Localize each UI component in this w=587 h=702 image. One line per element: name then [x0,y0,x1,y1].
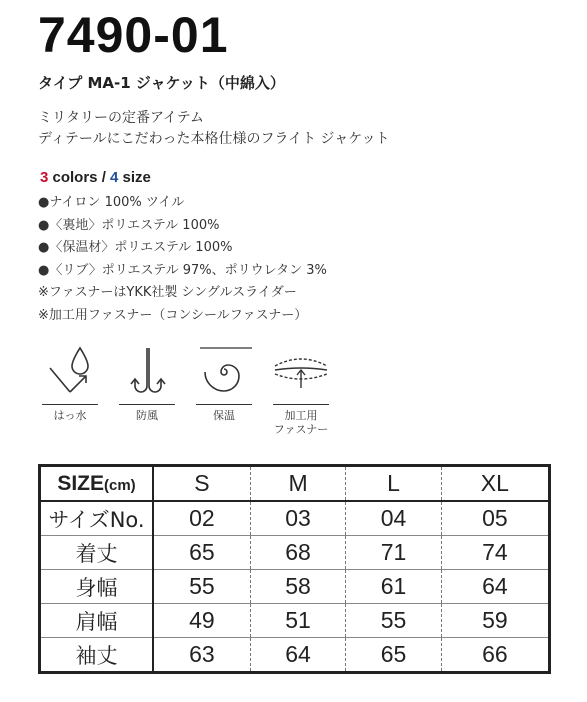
table-cell: 58 [250,570,345,604]
spec-item: ●〈リブ〉ポリエステル 97%、ポリウレタン 3% [38,262,327,278]
feature-label-line: 加工用 [284,409,318,422]
table-cell: 65 [153,536,250,570]
spec-item: ●ナイロン 100% ツイル [38,195,185,210]
feature-label: 防風 [136,409,158,422]
row-label: 着丈 [40,536,154,570]
zipper-icon [271,344,331,400]
size-word: size [118,169,151,186]
table-cell: 74 [441,536,549,570]
size-column-header: XL [441,466,549,502]
table-cell: 59 [441,604,549,638]
size-unit: (cm) [104,476,136,494]
spec-item: ●〈裏地〉ポリエステル 100% [38,217,220,233]
water-repellent-icon [42,344,98,400]
feature-windproof [107,344,187,423]
description-line: ミリタリーの定番アイテム [38,110,205,126]
row-label: 袖丈 [40,638,154,673]
colors-sizes-line [40,169,151,186]
table-cell: 04 [346,501,441,536]
color-count: 3 [40,169,49,186]
feature-label-line: ファスナー [273,423,329,436]
size-label: SIZE [57,471,104,495]
table-cell: 55 [346,604,441,638]
spec-item: ※加工用ファスナー（コンシールファスナー） [38,307,308,323]
feature-heat-retention [184,344,264,423]
product-description [38,108,390,150]
table-row [40,536,550,570]
table-cell: 68 [250,536,345,570]
feature-water-repellent [30,344,110,423]
size-header-label [40,466,154,502]
windproof-icon [119,344,175,400]
table-cell: 63 [153,638,250,673]
row-label: 身幅 [40,570,154,604]
table-cell: 02 [153,501,250,536]
size-column-header: L [346,466,441,502]
table-row [40,638,550,673]
spec-item: ●〈保温材〉ポリエステル 100% [38,240,233,255]
table-row [40,501,550,536]
colors-word: colors / [48,169,111,186]
row-label: サイズNo. [40,501,154,536]
feature-label: はっ水 [53,409,87,422]
size-header-row [40,466,550,502]
table-cell: 03 [250,501,345,536]
table-row [40,570,550,604]
product-type: タイプ MA-1 ジャケット（中綿入） [38,74,285,92]
description-line: ディテールにこだわった本格仕様のフライト ジャケット [38,131,390,147]
table-cell: 71 [346,536,441,570]
table-cell: 64 [441,570,549,604]
feature-label [261,409,341,437]
heat-retention-icon [196,344,252,400]
table-cell: 64 [250,638,345,673]
table-cell: 05 [441,501,549,536]
size-count: 4 [110,169,119,186]
table-cell: 61 [346,570,441,604]
row-label: 肩幅 [40,604,154,638]
table-cell: 65 [346,638,441,673]
model-number: 7490-01 [38,7,229,63]
size-table [38,464,551,674]
table-row [40,604,550,638]
table-cell: 55 [153,570,250,604]
table-cell: 66 [441,638,549,673]
material-specs [38,192,327,327]
size-column-header: M [250,466,345,502]
table-cell: 49 [153,604,250,638]
feature-zipper [261,344,341,437]
size-column-header: S [153,466,250,502]
spec-item: ※ファスナーはYKK社製 シングルスライダー [38,285,297,300]
feature-label: 保温 [213,409,235,422]
table-cell: 51 [250,604,345,638]
